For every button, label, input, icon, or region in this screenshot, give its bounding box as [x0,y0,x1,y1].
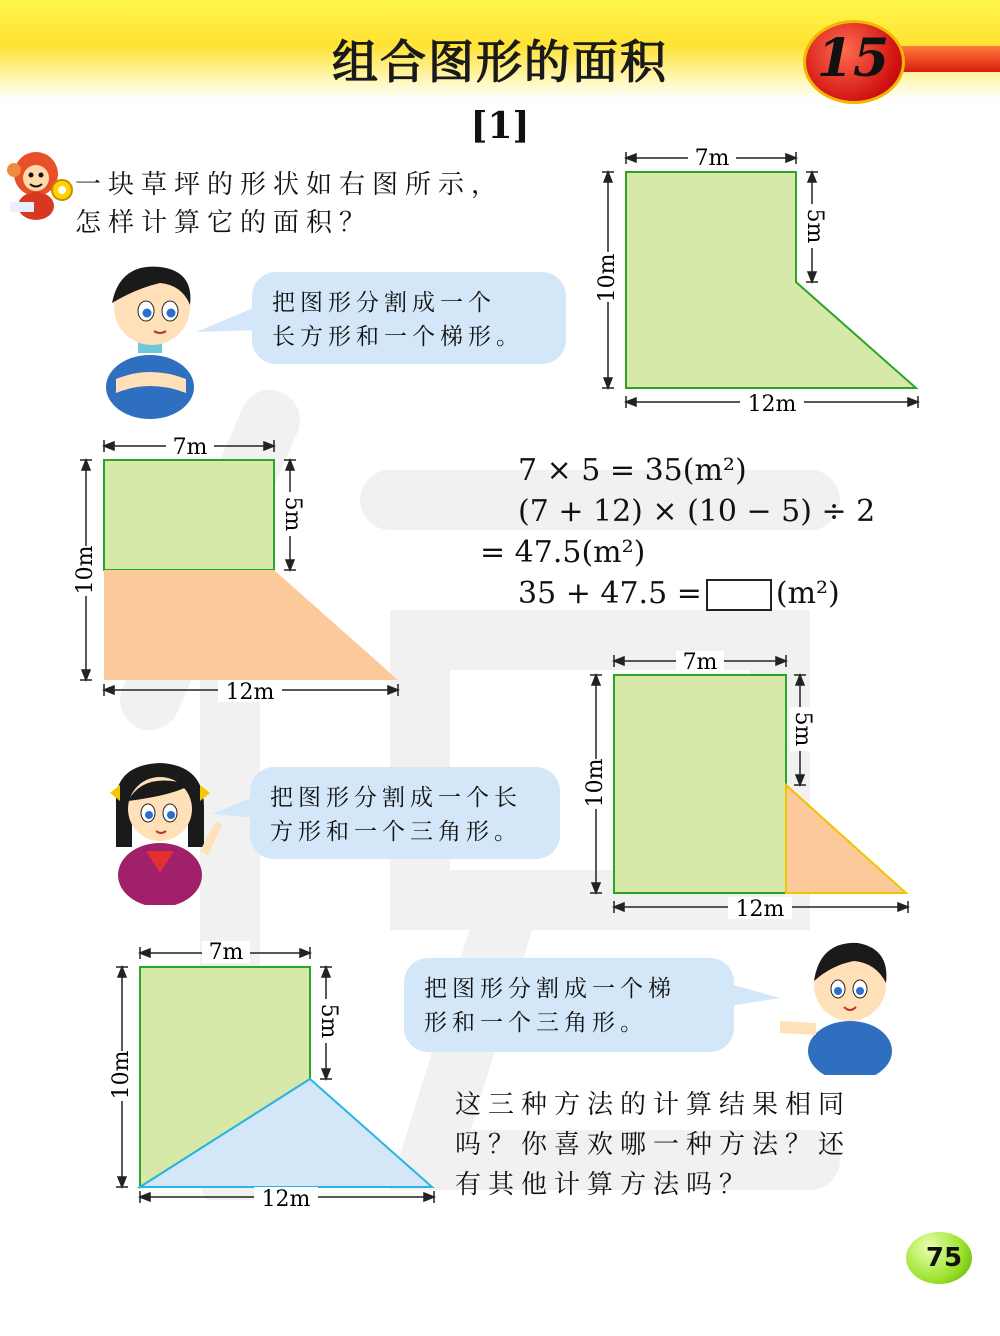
calc-line-2: (7 + 12) × (10 − 5) ÷ 2 [518,494,876,529]
bubble-tail [730,980,780,1010]
label-top: 7m [172,435,208,460]
label-top: 7m [208,940,244,965]
label-top: 7m [694,146,730,171]
closing-question [455,1085,925,1205]
trapezoid-part [104,570,398,680]
label-left: 10m [595,253,620,303]
bubble-line: 方形和一个三角形。 [270,819,522,845]
question-line-2: 怎样计算它的面积？ [75,208,373,238]
label-bottom: 12m [747,392,797,417]
question-line-1: 一块草坪的形状如右图所示， [75,170,505,200]
boy-character-icon [776,935,900,1075]
lawn-shape [626,172,916,388]
lesson-number: 15 [816,28,890,89]
section-label: [1] [470,105,530,147]
label-left: 10m [73,545,98,595]
girl-character-icon [104,755,228,905]
label-top: 7m [682,650,718,675]
lawn-figure [590,140,930,420]
answer-box[interactable] [706,579,772,611]
calc-line-4 [480,573,1000,614]
label-right: 5m [316,1003,341,1039]
page-title: 组合图形的面积 [332,35,668,89]
triangle-part [786,785,906,893]
bubble-line: 把图形分割成一个长 [270,785,522,811]
calc-line-3: = 47.5(m²) [480,535,646,570]
speech-bubble-method-3 [404,958,734,1052]
boy-character-icon [90,255,210,420]
bubble-line: 形和一个三角形。 [424,1010,648,1036]
label-bottom: 12m [261,1187,311,1212]
figure-method-3 [104,935,444,1215]
rectangle-part [104,460,274,570]
rectangle-part [614,675,786,893]
bubble-line: 把图形分割成一个梯 [424,976,676,1002]
label-left: 10m [583,758,608,808]
label-right: 5m [790,711,815,747]
monkey-mascot-icon [2,148,76,228]
figure-method-1 [68,430,408,712]
closing-line-1: 这三种方法的计算结果相同 [455,1090,852,1120]
figure-method-2 [578,645,918,925]
label-left: 10m [109,1050,134,1100]
calc-line-4-unit: (m²) [775,576,840,611]
calc-line-1: 7 × 5 = 35(m²) [518,453,747,488]
closing-line-3: 有其他计算方法吗？ [455,1170,753,1200]
calc-line-4-expression: 35 + 47.5 = [518,576,702,611]
label-right: 5m [280,496,305,532]
question-text [75,166,595,242]
label-right: 5m [802,208,827,244]
closing-line-2: 吗？你喜欢哪一种方法？还 [455,1130,852,1160]
bubble-line: 长方形和一个梯形。 [272,324,524,350]
page-number: 75 [925,1243,963,1273]
label-bottom: 12m [225,680,275,705]
bubble-tail [196,300,258,340]
label-bottom: 12m [735,897,785,922]
speech-bubble-method-2 [250,767,560,859]
calculation-block [480,450,1000,614]
bubble-line: 把图形分割成一个 [272,290,496,316]
speech-bubble-method-1 [252,272,566,364]
